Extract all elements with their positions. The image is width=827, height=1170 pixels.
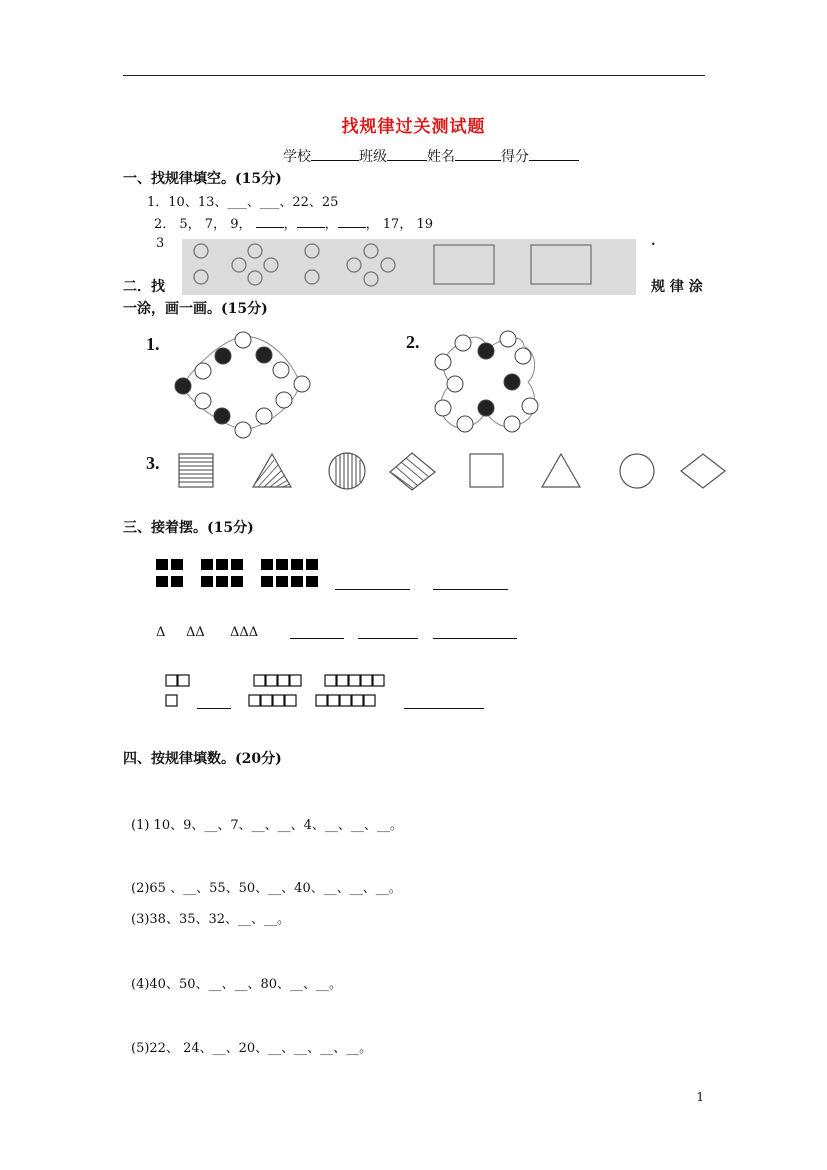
score-blank[interactable] — [529, 146, 579, 161]
triangle-2: ΔΔ — [186, 625, 205, 640]
name-blank[interactable] — [455, 146, 501, 161]
name-label: 姓名 — [427, 149, 455, 165]
section3-heading: 三、接着摆。(15分) — [123, 520, 254, 536]
black-square-pattern — [155, 558, 325, 590]
school-blank[interactable] — [311, 146, 359, 161]
bead-ring-figure-2 — [430, 326, 550, 438]
page-number: 1 — [696, 1090, 704, 1104]
triangle-3: ΔΔΔ — [230, 625, 259, 640]
section1-q3-number: 3 — [156, 236, 165, 251]
class-blank[interactable] — [387, 146, 427, 161]
section4-q2: (2)65 、__、55、50、__、40、__、__、__。 — [131, 881, 402, 896]
answer-blank[interactable] — [290, 638, 344, 639]
section1-q3-dot: . — [651, 234, 656, 249]
answer-blank[interactable] — [197, 708, 231, 709]
answer-blank[interactable] — [404, 708, 484, 709]
triangle-1: Δ — [156, 625, 166, 640]
section2-heading-part1: 二．找 — [123, 279, 165, 295]
figure-label-2: 2. — [406, 332, 420, 352]
answer-blank[interactable] — [433, 638, 517, 639]
section4-q4: (4)40、50、__、__、80、__、__。 — [131, 977, 343, 992]
shape-row-figure-3 — [170, 448, 730, 494]
blank[interactable] — [297, 215, 325, 228]
answer-blank[interactable] — [358, 638, 418, 639]
class-label: 班级 — [359, 149, 387, 165]
blank[interactable] — [338, 215, 366, 228]
figure-label-1: 1. — [146, 334, 160, 354]
circle-pattern-figure — [182, 239, 636, 295]
header-rule — [123, 75, 705, 76]
school-label: 学校 — [283, 149, 311, 165]
page-title: 找规律过关测试题 — [341, 117, 486, 137]
section2-heading-part2: 规 律 涂 — [651, 279, 703, 295]
section4-heading: 四、按规律填数。(20分) — [123, 751, 282, 767]
section1-heading: 一、找规律填空。(15分) — [123, 171, 282, 187]
score-label: 得分 — [501, 149, 529, 165]
section4-q1: (1) 10、9、__、7、__、__、4、__、__、__。 — [131, 818, 403, 833]
section1-q1: 1．10、13、___、___、22、25 — [147, 195, 339, 210]
bead-ring-figure-1 — [165, 328, 325, 440]
section1-q2: 2． 5， 7， 9， ， ， ， 17， 19 — [154, 217, 434, 232]
outline-square-pattern — [160, 672, 400, 712]
answer-blank[interactable] — [433, 589, 508, 590]
answer-blank[interactable] — [335, 589, 410, 590]
student-info-line — [283, 146, 579, 166]
section2-heading-line2: 一涂，画一画。(15分) — [123, 301, 268, 317]
figure-label-3: 3. — [146, 453, 160, 473]
section4-q3: (3)38、35、32、__、__。 — [131, 912, 291, 927]
section4-q5: (5)22、 24、__、20、__、__、__、__。 — [131, 1041, 373, 1056]
blank[interactable] — [256, 215, 284, 228]
